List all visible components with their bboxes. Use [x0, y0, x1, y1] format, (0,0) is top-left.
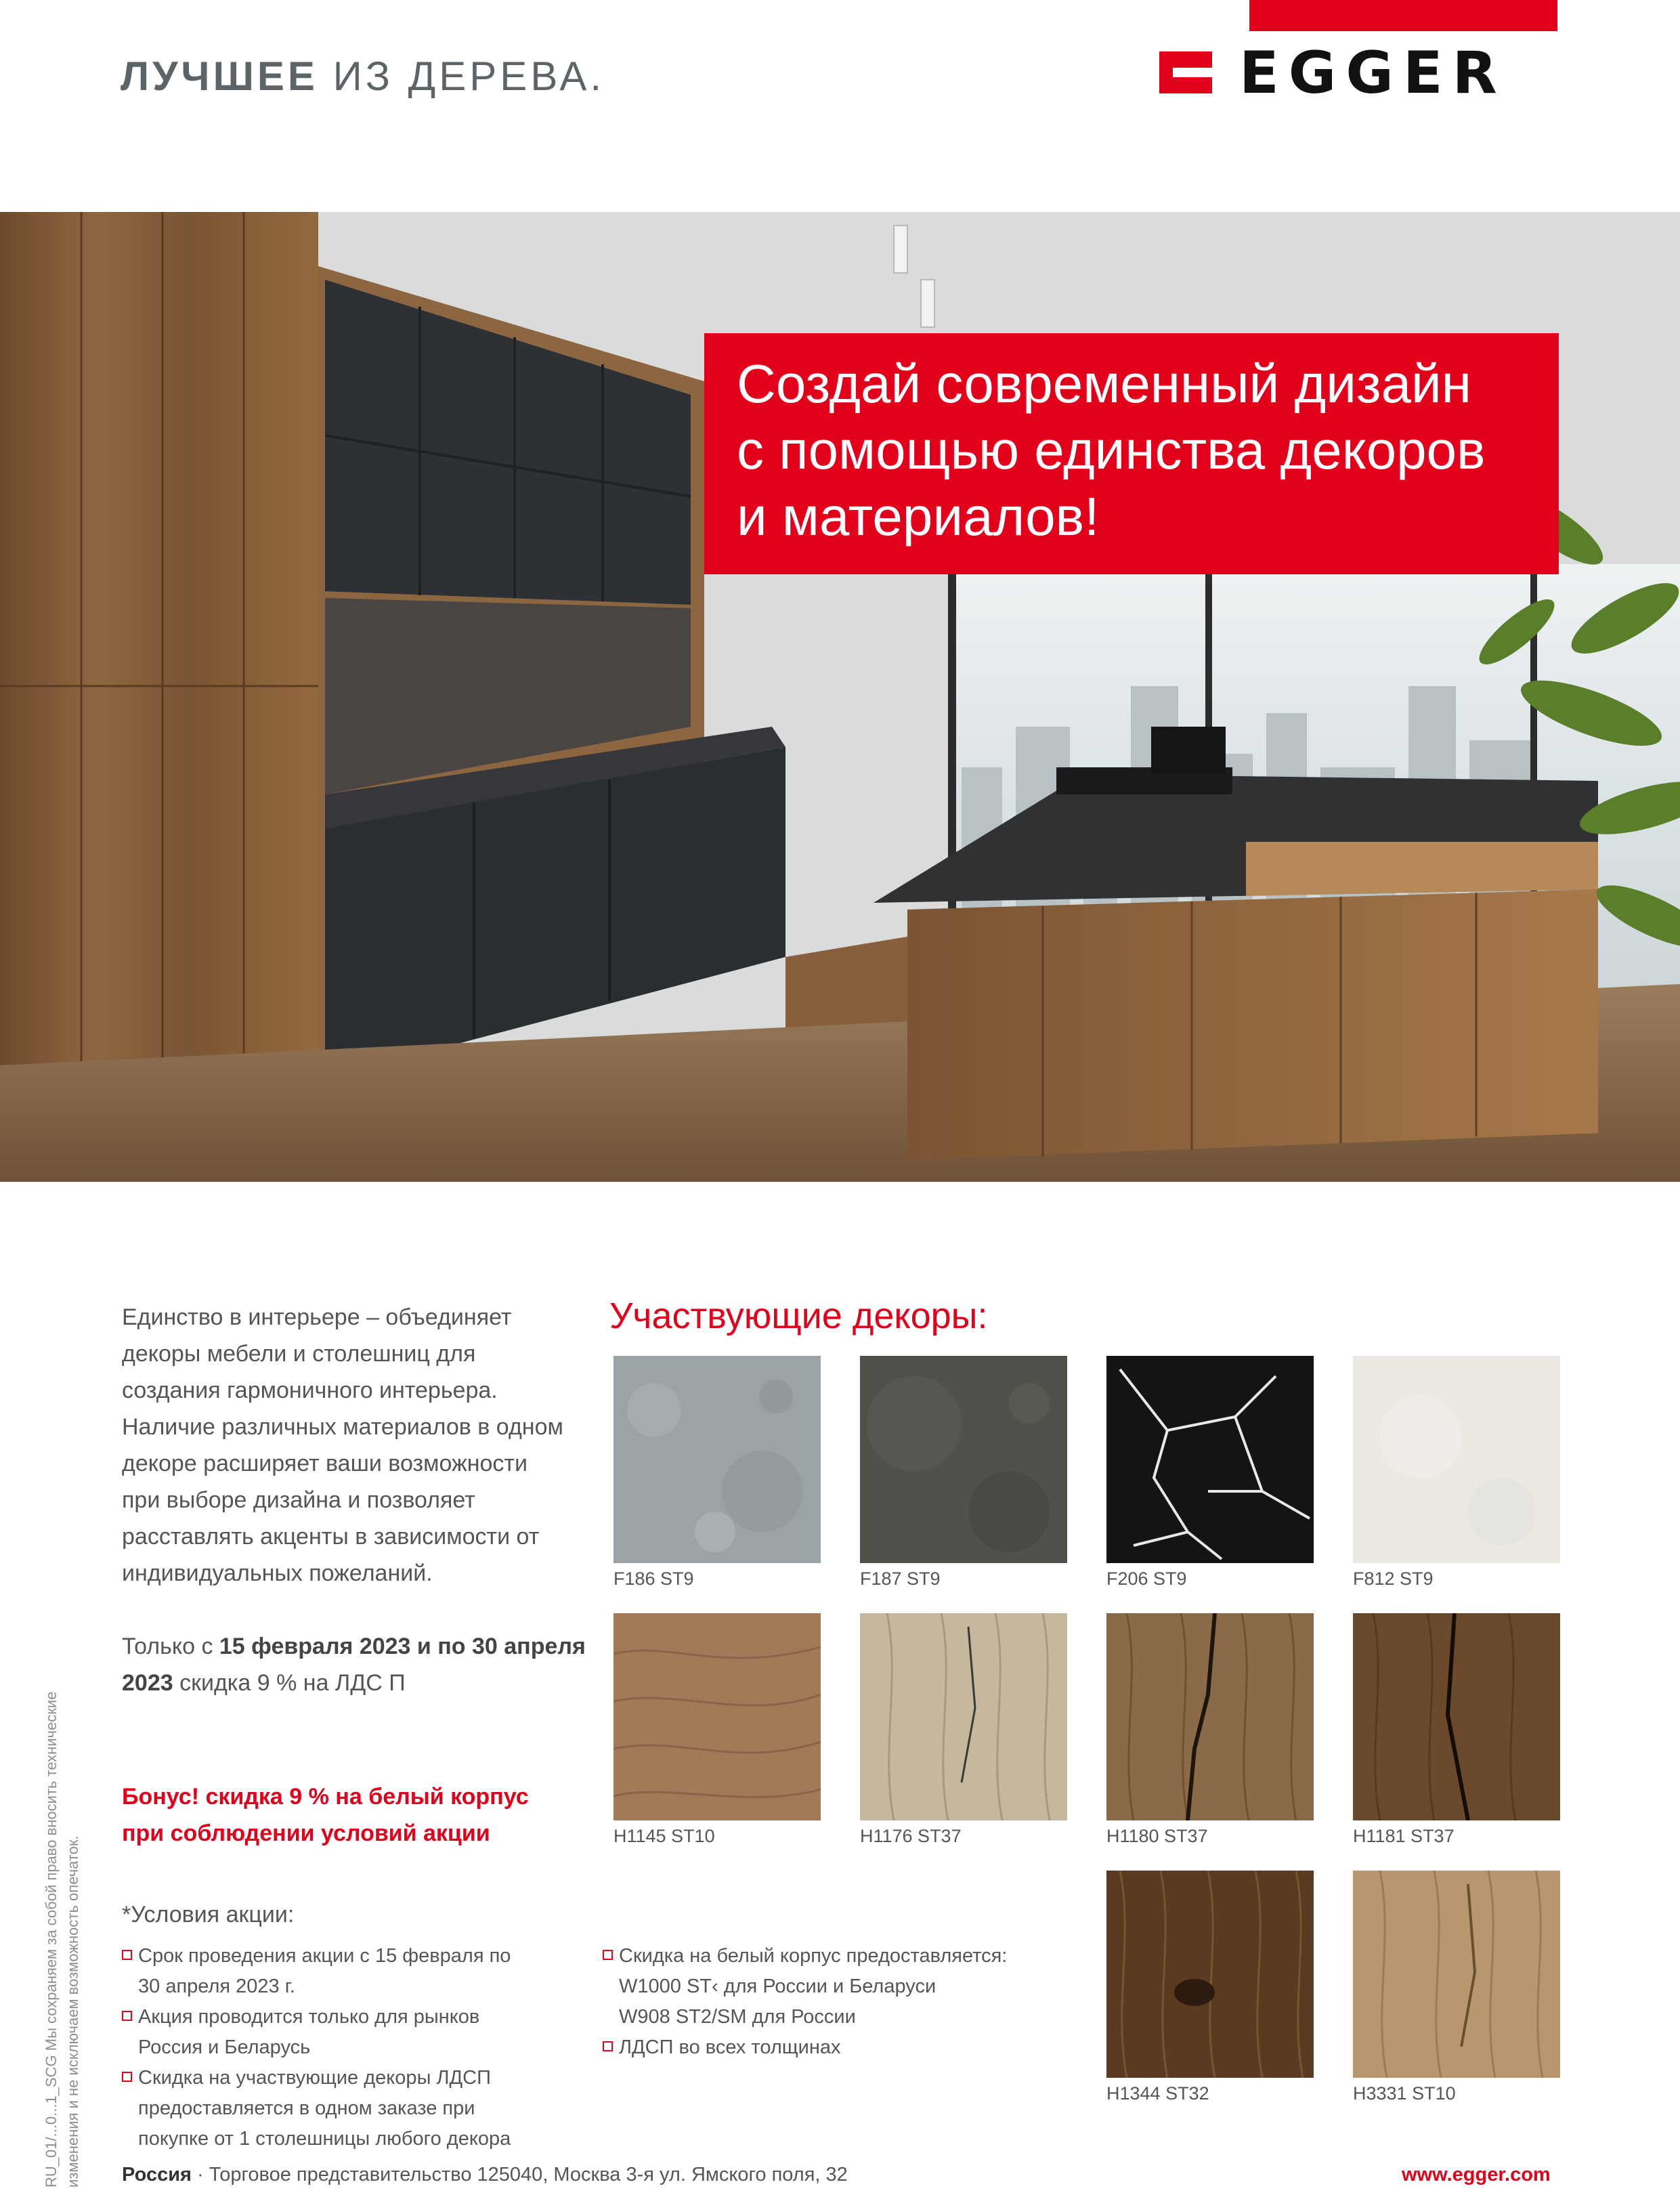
- decor-code-label: H1145 ST10: [613, 1826, 715, 1846]
- extra-conditions-list: Скидка на белый корпус предоставляется: W1000 ST‹ для России и Беларуси W908 ST2/SM для России ЛДСП во всех толщинах: [603, 1941, 1007, 2063]
- decor-code-label: F186 ST9: [613, 1569, 694, 1589]
- checkbox-bullet-icon: [122, 1950, 132, 1960]
- condition-item: Срок проведения акции с 15 февраля по: [122, 1941, 596, 1971]
- oak-natural-swatch[interactable]: [613, 1613, 821, 1820]
- conditions-title: *Условия акции:: [122, 1902, 295, 1927]
- slogan: ЛУЧШЕЕ ИЗ ДЕРЕВА.: [121, 54, 605, 99]
- intro-line: Наличие различных материалов в одном: [122, 1414, 563, 1440]
- offer-text: Только с 15 февраля 2023 и по 30 апреля 2023 скидка 9 % на ЛДС П: [122, 1634, 586, 1696]
- checkbox-bullet-icon: [122, 2011, 132, 2021]
- legal-disclaimer: RU_01/...0...1_SCG Мы сохраняем за собой право вносить технические изменения и не исключаем возможность опечаток.: [43, 1691, 81, 2188]
- decor-code-label: H1180 ST37: [1106, 1826, 1208, 1846]
- oak-halifax-tobacco-swatch[interactable]: [1353, 1613, 1560, 1820]
- intro-line: декоры мебели и столешниц для: [122, 1341, 476, 1367]
- intro-line: Единство в интерьере – объединяет: [122, 1304, 512, 1330]
- decors-title: Участвующие декоры:: [609, 1296, 988, 1336]
- intro-line: расставлять акценты в зависимости от: [122, 1524, 540, 1550]
- oak-halifax-natural-swatch[interactable]: [1106, 1613, 1314, 1820]
- decor-code-label: H1181 ST37: [1353, 1826, 1455, 1846]
- oak-sherman-cognac-swatch[interactable]: [1106, 1871, 1314, 2078]
- decor-code-label: H1176 ST37: [860, 1826, 962, 1846]
- decor-code-label: F812 ST9: [1353, 1569, 1434, 1589]
- condition-item: Скидка на участвующие декоры ЛДСП: [122, 2063, 596, 2093]
- checkbox-bullet-icon: [603, 1950, 613, 1960]
- concrete-dark-swatch[interactable]: [860, 1356, 1067, 1563]
- intro-paragraph: [122, 1299, 596, 1592]
- extra-condition-item: Скидка на белый корпус предоставляется:: [603, 1941, 1007, 1971]
- footer-address: Россия · Торговое представительство 125040, Москва 3-я ул. Ямского поля, 32: [122, 2164, 848, 2185]
- decor-code-label: H1344 ST32: [1106, 2083, 1209, 2104]
- extra-condition-item: ЛДСП во всех толщинах: [603, 2032, 1007, 2063]
- brand-red-bar: [1249, 0, 1557, 31]
- egger-logo-mark-icon: [1159, 51, 1212, 93]
- checkbox-bullet-icon: [603, 2041, 613, 2051]
- decor-code-label: F206 ST9: [1106, 1569, 1187, 1589]
- headline-line-1: Создай современный дизайн: [737, 354, 1471, 414]
- intro-line: декоре расширяет ваши возможности: [122, 1451, 528, 1476]
- concrete-light-swatch[interactable]: [613, 1356, 821, 1563]
- headline-banner: [704, 333, 1559, 574]
- intro-line: индивидуальных пожеланий.: [122, 1560, 433, 1586]
- checkbox-bullet-icon: [122, 2072, 132, 2082]
- decor-code-label: H3331 ST10: [1353, 2083, 1456, 2104]
- conditions-list: Срок проведения акции с 15 февраля по 30 апреля 2023 г. Акция проводится только для рынков Россия и Беларусь Скидка на участвующие декоры ЛДСП предоставляется в одном заказе при покупке от 1 столешницы любого декора: [122, 1941, 596, 2154]
- oak-white-swatch[interactable]: [860, 1613, 1067, 1820]
- oak-nebraska-natural-swatch[interactable]: [1353, 1871, 1560, 2078]
- headline-line-3: и материалов!: [737, 486, 1100, 547]
- condition-item: Акция проводится только для рынков: [122, 2002, 596, 2032]
- white-stone-swatch[interactable]: [1353, 1356, 1560, 1563]
- intro-line: создания гармоничного интерьера.: [122, 1378, 498, 1403]
- decor-code-label: F187 ST9: [860, 1569, 941, 1589]
- website-link[interactable]: www.egger.com: [1402, 2164, 1551, 2185]
- intro-line: при выборе дизайна и позволяет: [122, 1487, 475, 1513]
- black-marble-swatch[interactable]: [1106, 1356, 1314, 1563]
- egger-logo-text: EGGER: [1239, 39, 1507, 107]
- headline-line-2: с помощью единства декоров: [737, 420, 1486, 480]
- egger-logo[interactable]: [1159, 39, 1559, 107]
- bonus-text: Бонус! скидка 9 % на белый корпус при соблюдении условий акции: [122, 1784, 529, 1846]
